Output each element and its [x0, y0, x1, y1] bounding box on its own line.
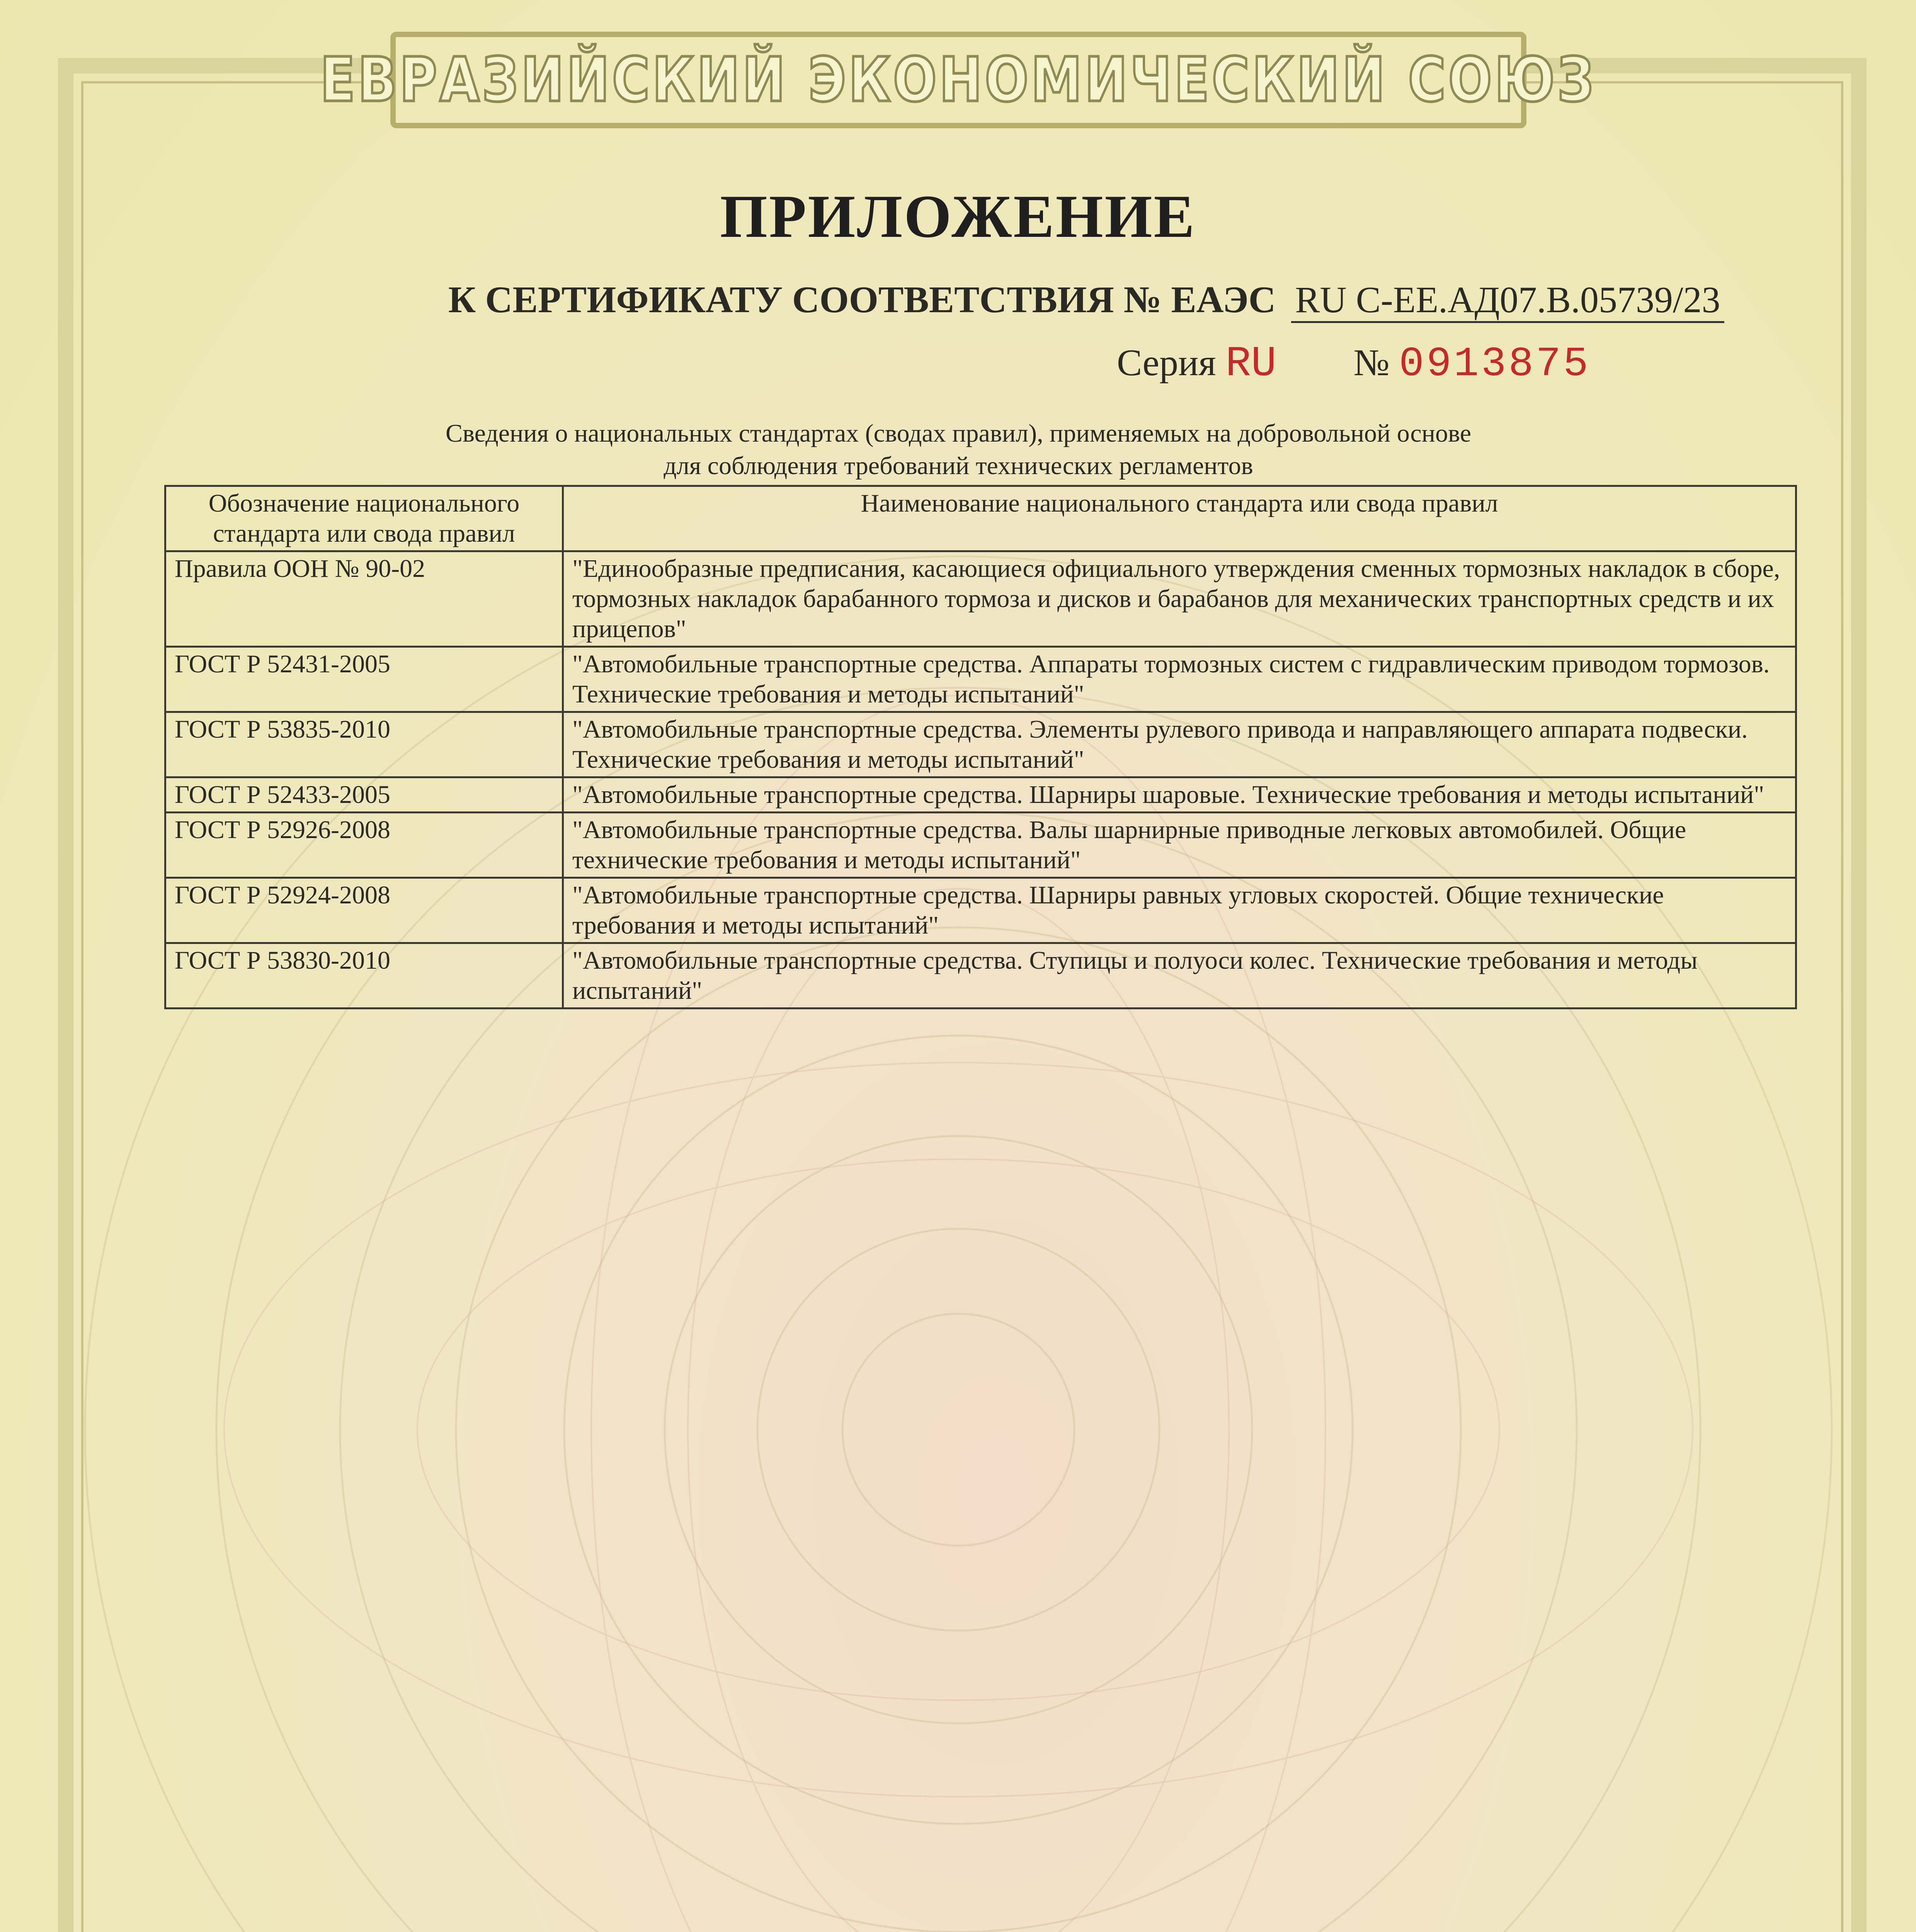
intro-line-1: Сведения о национальных стандартах (сводах правил), применяемых на добровольной основе — [445, 419, 1472, 447]
standard-name: "Автомобильные транспортные средства. Элементы рулевого привода и направляющего аппарата подвески. Технические требования и методы испытаний" — [563, 712, 1796, 777]
table-row — [165, 647, 1796, 712]
table-row — [165, 943, 1796, 1009]
series-no-label: № — [1353, 342, 1390, 384]
certificate-label: К СЕРТИФИКАТУ СООТВЕТСТВИЯ № ЕАЭС — [448, 279, 1276, 321]
certificate-number: RU С-EE.АД07.В.05739/23 — [1291, 278, 1724, 323]
intro-line-2: для соблюдения требований технических регламентов — [664, 452, 1253, 480]
table-row — [165, 878, 1796, 943]
standard-code: ГОСТ Р 52433-2005 — [165, 777, 563, 813]
standards-table — [164, 485, 1797, 1009]
table-row — [165, 551, 1796, 647]
table-header-row — [165, 486, 1796, 551]
intro-text — [232, 417, 1685, 482]
header-code: Обозначение национального стандарта или свода правил — [165, 486, 563, 551]
standard-code: ГОСТ Р 53835-2010 — [165, 712, 563, 777]
union-banner — [320, 32, 1597, 128]
standard-name: "Единообразные предписания, касающиеся официального утверждения сменных тормозных накладок в сборе, тормозных накладок барабанного тормоза и дисков и барабанов для механических транспортных средств и их прицепов" — [563, 551, 1796, 647]
standard-name: "Автомобильные транспортные средства. Аппараты тормозных систем с гидравлическим приводом тормозов. Технические требования и методы испытаний" — [563, 647, 1796, 712]
table-row — [165, 813, 1796, 878]
banner-text: ЕВРАЗИЙСКИЙ ЭКОНОМИЧЕСКИЙ СОЮЗ — [320, 44, 1597, 116]
standard-name: "Автомобильные транспортные средства. Ступицы и полуоси колес. Технические требования и методы испытаний" — [563, 943, 1796, 1009]
standard-code: ГОСТ Р 52924-2008 — [165, 878, 563, 943]
standard-code: ГОСТ Р 52431-2005 — [165, 647, 563, 712]
standard-code: Правила ООН № 90-02 — [165, 551, 563, 647]
header-name: Наименование национального стандарта или свода правил — [563, 486, 1796, 551]
certificate-number-line — [448, 278, 1762, 323]
series-label: Серия — [1117, 342, 1216, 384]
standard-name: "Автомобильные транспортные средства. Шарниры шаровые. Технические требования и методы испытаний" — [563, 777, 1796, 813]
standard-name: "Автомобильные транспортные средства. Валы шарнирные приводные легковых автомобилей. Общие технические требования и методы испытаний" — [563, 813, 1796, 878]
standard-code: ГОСТ Р 53830-2010 — [165, 943, 563, 1009]
series-line — [1117, 340, 1591, 388]
standard-name: "Автомобильные транспортные средства. Шарниры равных угловых скоростей. Общие технические требования и методы испытаний" — [563, 878, 1796, 943]
series-code: RU — [1225, 340, 1277, 388]
series-number: 0913875 — [1399, 341, 1591, 388]
standard-code: ГОСТ Р 52926-2008 — [165, 813, 563, 878]
table-row — [165, 712, 1796, 777]
page-title: ПРИЛОЖЕНИЕ — [720, 183, 1196, 250]
table-row — [165, 777, 1796, 813]
